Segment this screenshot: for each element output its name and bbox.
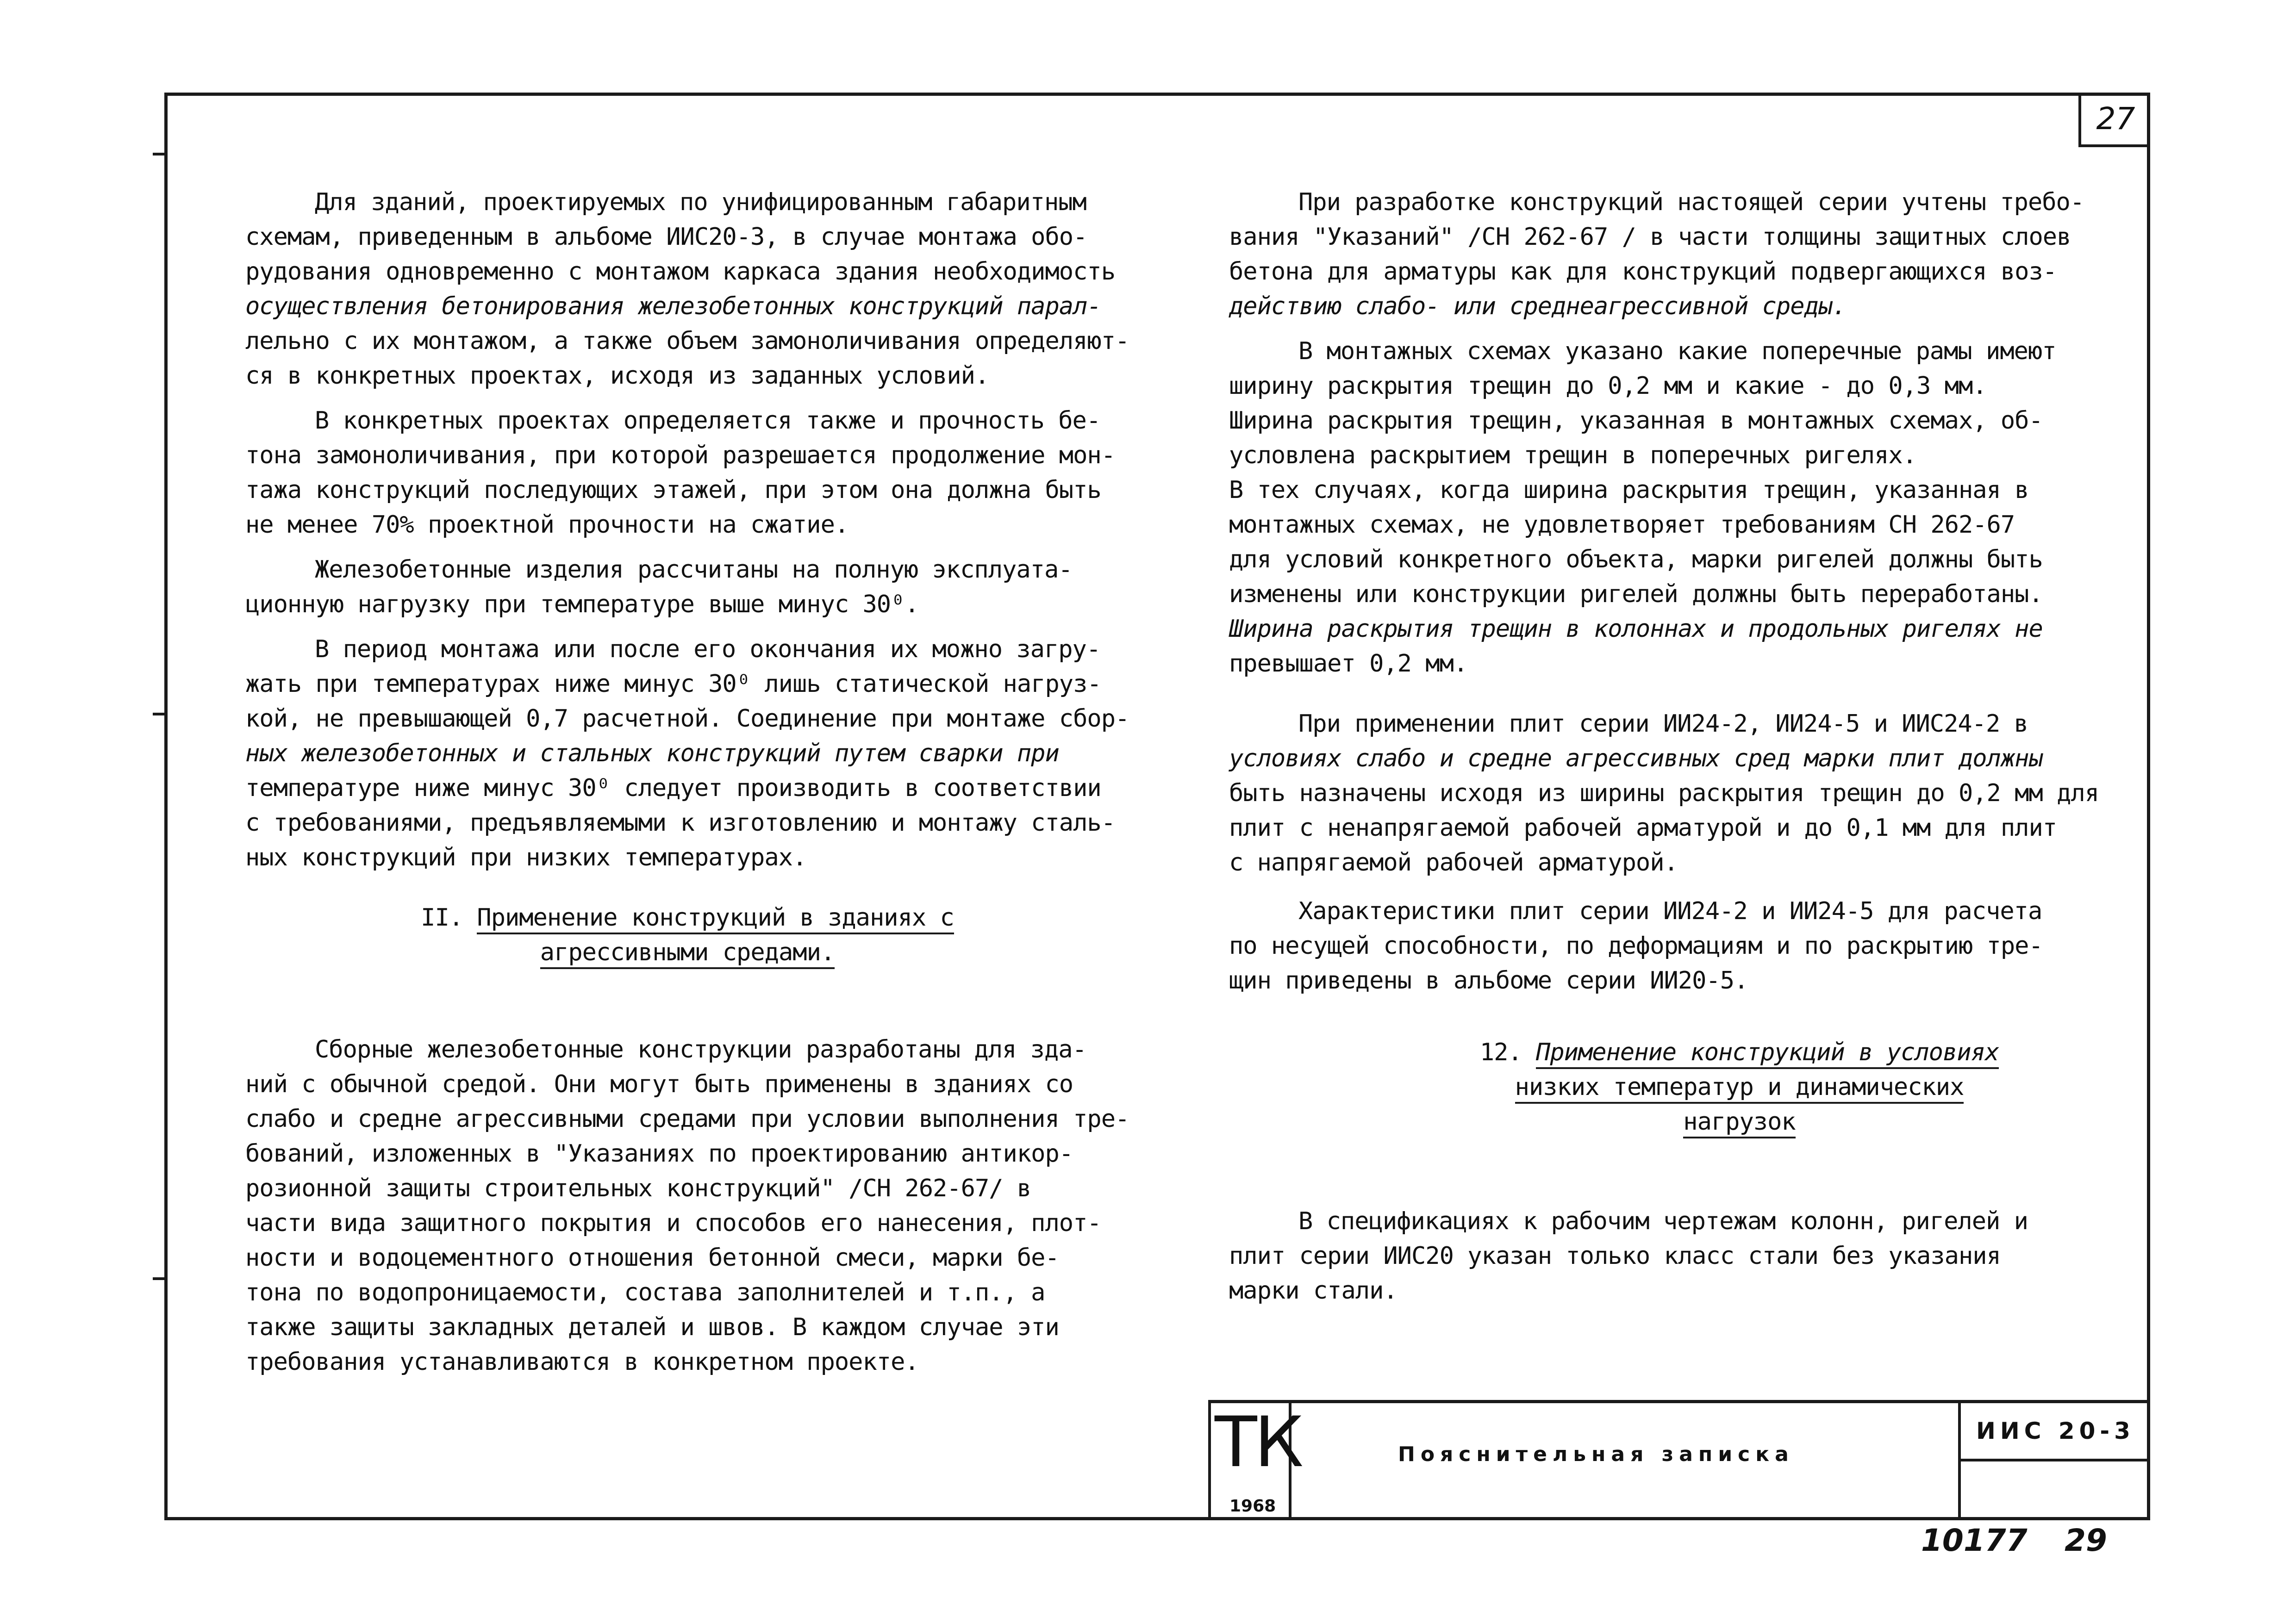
- blank-cell: [1958, 1459, 2150, 1520]
- series-code: ИИС 20-3: [1958, 1403, 2150, 1459]
- text-line: розионной защиты строительных конструкций" /СН 262-67/ в: [245, 1175, 1031, 1202]
- text-line: тона по водопроницаемости, состава заполнителей и т.п., а: [245, 1279, 1045, 1306]
- sheet-number: 27: [2078, 93, 2150, 147]
- section-title-line: Применение конструкций в условиях: [1536, 1038, 1999, 1069]
- paragraph: [1229, 707, 2120, 880]
- publisher-logo: [1208, 1402, 1301, 1520]
- text-line: плит серии ИИС20 указан только класс стали без указания: [1229, 1242, 2001, 1270]
- text-line: ся в конкретных проектах, исходя из заданных условий.: [245, 362, 989, 390]
- text-line: кой, не превышающей 0,7 расчетной. Соединение при монтаже сбор-: [245, 705, 1129, 733]
- text-line: Для зданий, проектируемых по унифицированным габаритным: [315, 188, 1086, 216]
- text-line: Ширина раскрытия трещин в колоннах и продольных ригелях не: [1229, 615, 2043, 643]
- text-line: части вида защитного покрытия и способов его нанесения, плот-: [245, 1209, 1101, 1237]
- text-line: изменены или конструкции ригелей должны быть переработаны.: [1229, 580, 2043, 608]
- text-line: ных конструкций при низких температурах.: [245, 844, 807, 871]
- text-line: щин приведены в альбоме серии ИИ20-5.: [1229, 967, 1748, 995]
- text-line: жать при температурах ниже минус 30⁰ лишь статической нагруз-: [245, 670, 1101, 698]
- text-line: ширину раскрытия трещин до 0,2 мм и какие - до 0,3 мм.: [1229, 372, 1987, 400]
- section-heading: [1229, 1035, 2120, 1139]
- margin-tick: [153, 153, 167, 155]
- right-column: [1229, 185, 2120, 1318]
- text-line: действию слабо- или среднеагрессивной среды.: [1229, 292, 1847, 320]
- text-line: тона замоноличивания, при которой разрешается продолжение мон-: [245, 442, 1116, 469]
- text-line: ционную нагрузку при температуре выше минус 30⁰.: [245, 591, 919, 618]
- text-line: марки стали.: [1229, 1277, 1398, 1305]
- text-line: температуре ниже минус 30⁰ следует производить в соответствии: [245, 774, 1101, 802]
- section-number: II.: [421, 904, 463, 932]
- text-line: В тех случаях, когда ширина раскрытия трещин, указанная в: [1229, 476, 2029, 504]
- text-line: тажа конструкций последующих этажей, при этом она должна быть: [245, 476, 1101, 504]
- text-line: Сборные железобетонные конструкции разработаны для зда-: [315, 1036, 1086, 1063]
- text-line: превышает 0,2 мм.: [1229, 650, 1468, 678]
- text-line: При применении плит серии ИИ24-2, ИИ24-5 и ИИС24-2 в: [1298, 710, 2028, 738]
- text-line: ний с обычной средой. Они могут быть применены в зданиях со: [245, 1070, 1073, 1098]
- text-line: условлена раскрытием трещин в поперечных ригелях.: [1229, 442, 1917, 469]
- paragraph: [245, 1032, 1129, 1380]
- text-line: бований, изложенных в "Указаниях по проектированию антикор-: [245, 1140, 1073, 1168]
- paragraph: [1229, 1204, 2120, 1308]
- text-line: схемам, приведенным в альбоме ИИС20-3, в случае монтажа обо-: [245, 223, 1087, 251]
- paragraph: [1229, 334, 2120, 681]
- text-line: ных железобетонных и стальных конструкций путем сварки при: [245, 740, 1059, 767]
- inventory-number: 10177: [1921, 1523, 2028, 1558]
- paragraph: [1229, 894, 2120, 998]
- section-number: 12.: [1479, 1038, 1522, 1066]
- text-line: с напрягаемой рабочей арматурой.: [1229, 849, 1678, 877]
- text-line: монтажных схемах, не удовлетворяет требованиям СН 262-67: [1229, 511, 2015, 539]
- text-line: При разработке конструкций настоящей серии учтены требо-: [1298, 188, 2084, 216]
- paragraph: [245, 553, 1129, 622]
- section-title-line: Применение конструкций в зданиях с: [477, 904, 954, 934]
- text-line: бетона для арматуры как для конструкций подвергающихся воз-: [1229, 258, 2057, 286]
- text-line: рудования одновременно с монтажом каркаса здания необходимость: [245, 258, 1116, 286]
- text-line: лельно с их монтажом, а также объем замоноличивания определяют-: [245, 327, 1129, 355]
- text-line: слабо и средне агрессивными средами при условии выполнения тре-: [245, 1105, 1129, 1133]
- section-title-line: агрессивными средами.: [540, 939, 835, 969]
- logo-letters: ТК: [1215, 1402, 1301, 1483]
- paragraph: [1229, 185, 2120, 324]
- section-heading: [245, 901, 1129, 970]
- text-line: В спецификациях к рабочим чертежам колонн, ригелей и: [1298, 1207, 2028, 1235]
- text-line: требования устанавливаются в конкретном проекте.: [245, 1348, 919, 1376]
- text-line: осуществления бетонирования железобетонных конструкций парал-: [245, 292, 1101, 320]
- margin-tick: [153, 713, 167, 715]
- text-line: условиях слабо и средне агрессивных сред марки плит должны: [1229, 745, 2043, 772]
- text-line: Железобетонные изделия рассчитаны на полную эксплуата-: [315, 556, 1073, 584]
- title-block: [1208, 1400, 2150, 1520]
- text-line: В монтажных схемах указано какие поперечные рамы имеют: [1298, 337, 2056, 365]
- text-line: для условий конкретного объекта, марки ригелей должны быть: [1229, 546, 2043, 573]
- text-line: ности и водоцементного отношения бетонной смеси, марки бе-: [245, 1244, 1059, 1272]
- text-line: плит с ненапрягаемой рабочей арматурой и до 0,1 мм для плит: [1229, 814, 2057, 842]
- text-line: также защиты закладных деталей и швов. В каждом случае эти: [245, 1313, 1059, 1341]
- text-line: быть назначены исходя из ширины раскрытия трещин до 0,2 мм для: [1229, 779, 2099, 807]
- text-line: с требованиями, предъявляемыми к изготовлению и монтажу сталь-: [245, 809, 1116, 837]
- text-line: В период монтажа или после его окончания их можно загру-: [315, 635, 1101, 663]
- logo-year: 1968: [1229, 1497, 1276, 1516]
- text-line: вания "Указаний" /СН 262-67 / в части толщины защитных слоев: [1229, 223, 2071, 251]
- paragraph: [245, 185, 1129, 393]
- text-line: не менее 70% проектной прочности на сжатие.: [245, 511, 849, 539]
- margin-tick: [153, 1277, 167, 1280]
- paragraph: [245, 404, 1129, 542]
- section-title-line: нагрузок: [1683, 1108, 1795, 1138]
- text-line: В конкретных проектах определяется также и прочность бе-: [315, 407, 1101, 435]
- text-line: Ширина раскрытия трещин, указанная в монтажных схемах, об-: [1229, 407, 2043, 435]
- text-line: Характеристики плит серии ИИ24-2 и ИИ24-5 для расчета: [1298, 897, 2042, 925]
- section-title-line: низких температур и динамических: [1515, 1073, 1964, 1104]
- left-column: [245, 185, 1129, 1390]
- paragraph: [245, 632, 1129, 875]
- page-number: 29: [2065, 1523, 2107, 1558]
- text-line: по несущей способности, по деформациям и по раскрытию тре-: [1229, 932, 2043, 960]
- document-title: Пояснительная записка: [1398, 1443, 1794, 1466]
